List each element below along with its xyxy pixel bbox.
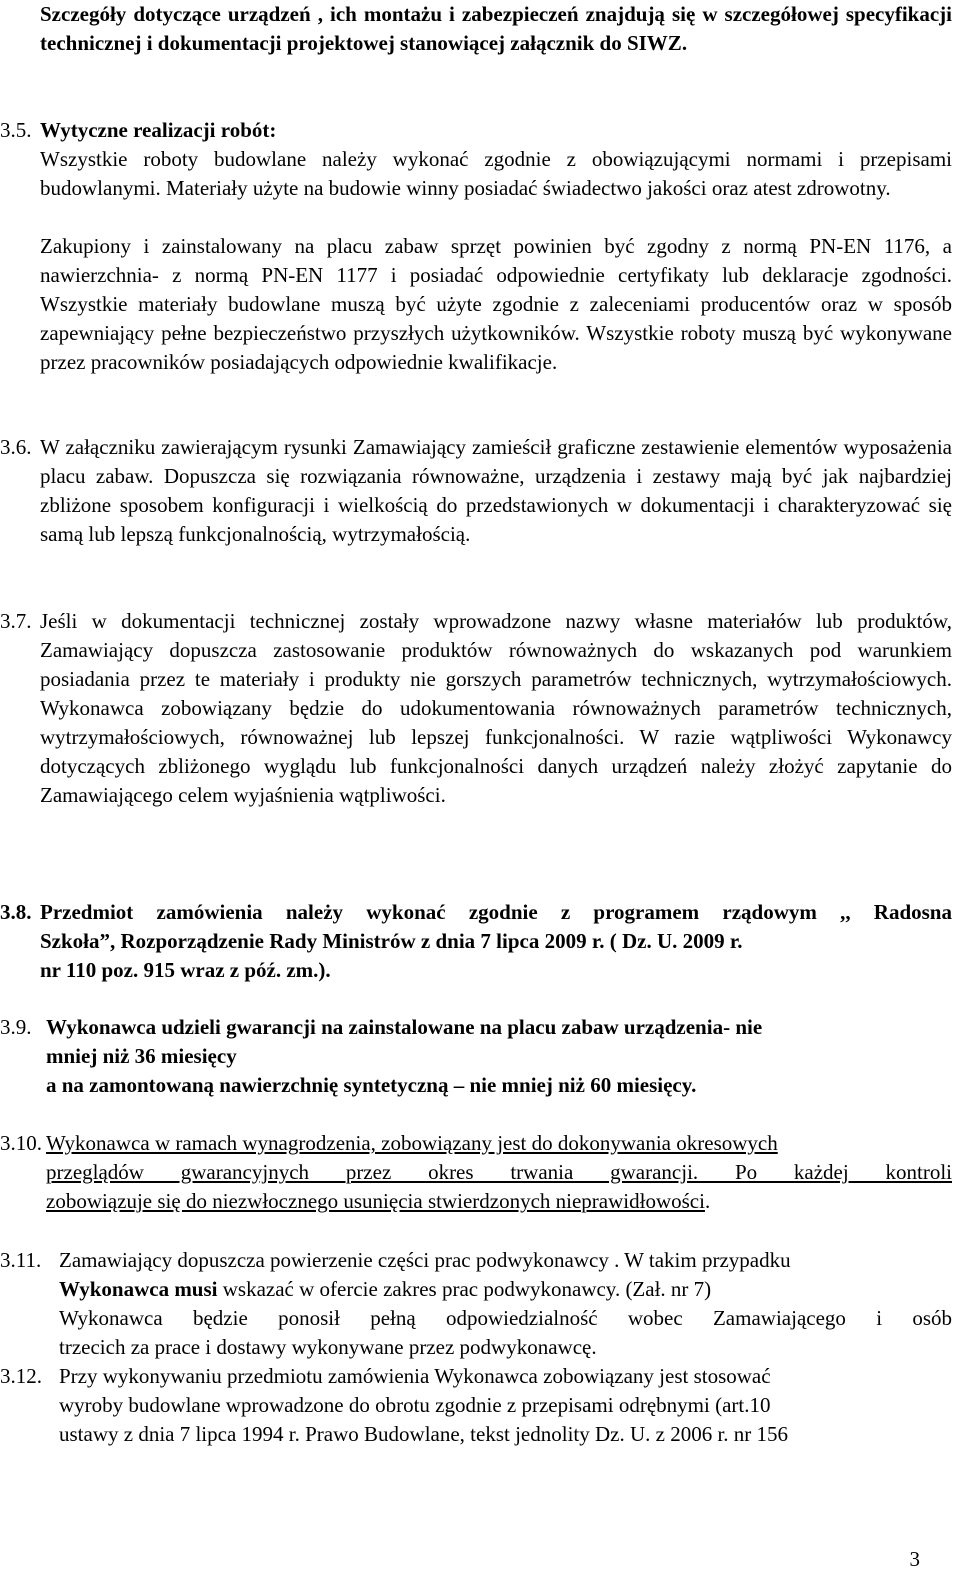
text-line: nr 110 poz. 915 wraz z póź. zm.). (40, 958, 331, 982)
text-line-end: . (704, 1189, 711, 1213)
section-3-12-text (59, 1362, 952, 1449)
text-line: Wykonawca udzieli gwarancji na zainstalowane na placu zabaw urządzenia- nie (46, 1015, 763, 1039)
section-3-8-text (40, 898, 952, 985)
section-number: 3.5. (0, 118, 32, 142)
text-line: zobowiązuje się do niezwłocznego usunięcia stwierdzonych nieprawidłowości (46, 1189, 705, 1213)
page-number: 3 (909, 1547, 920, 1571)
section-number: 3.11. (0, 1248, 42, 1272)
section-3-7-text: Jeśli w dokumentacji technicznej zostały wprowadzone nazwy własne materiałów lub produktów, Zamawiający dopuszcza zastosowanie produktów równoważnych do wskazanych pod warunkiem posiadania przez te materiały i produkty nie gorszych parametrów technicznych, wytrzymałościowych. Wykonawca zobowiązany będzie do udokumentowania równoważnych parametrów technicznych, wytrzymałościowych, równoważnej lub lepszej funkcjonalności. W razie wątpliwości Wykonawcy dotyczących zbliżonego wyglądu lub funkcjonalności danych urządzeń należy złożyć zapytanie do Zamawiającego celem wyjaśnienia wątpliwości. (40, 609, 952, 807)
text-line: Przedmiot zamówienia należy wykonać zgodnie z programem rządowym ,, Radosna (40, 900, 952, 924)
section-3-10-text (46, 1129, 952, 1216)
section-3-5-paragraph-2: Zakupiony i zainstalowany na placu zabaw sprzęt powinien być zgodny z normą PN-EN 1176, a nawierzchnia- z normą PN-EN 1177 i posiadać odpowiednie certyfikaty lub deklaracje zgodności. Wszystkie materiały budowlane muszą być użyte zgodnie z zaleceniami producentów oraz w sposób zapewniający pełne bezpieczeństwo przyszłych użytkowników. Wszystkie roboty muszą być wykonywane przez pracowników posiadających odpowiednie kwalifikacje. (40, 234, 952, 374)
text-line: Wykonawca będzie ponosił pełną odpowiedzialność wobec Zamawiającego i osób (59, 1306, 952, 1330)
text-line-bold: Wykonawca musi (59, 1277, 218, 1301)
section-number: 3.7. (0, 609, 32, 633)
section-3-9-text (46, 1013, 952, 1100)
section-title: Wytyczne realizacji robót: (40, 118, 277, 142)
section-number: 3.6. (0, 435, 32, 459)
text-line: trzecich za prace i dostawy wykonywane przez podwykonawcę. (59, 1335, 597, 1359)
text-line: a na zamontowaną nawierzchnię syntetyczną – nie mniej niż 60 miesięcy. (46, 1073, 697, 1097)
section-number: 3.8. (0, 900, 32, 924)
section-number: 3.10. (0, 1131, 42, 1155)
section-3-5-paragraph-1: Wszystkie roboty budowlane należy wykonać zgodnie z obowiązującymi normami i przepisami budowlanymi. Materiały użyte na budowie winny posiadać świadectwo jakości oraz atest zdrowotny. (40, 147, 952, 200)
text-line: Zamawiający dopuszcza powierzenie części prac podwykonawcy . W takim przypadku (59, 1248, 791, 1272)
text-line: Wykonawca w ramach wynagrodzenia, zobowiązany jest do dokonywania okresowych (46, 1131, 778, 1155)
text-line: Szkoła”, Rozporządzenie Rady Ministrów z dnia 7 lipca 2009 r. ( Dz. U. 2009 r. (40, 929, 743, 953)
section-3-6-text: W załączniku zawierającym rysunki Zamawiający zamieścił graficzne zestawienie elementów wyposażenia placu zabaw. Dopuszcza się rozwiązania równoważne, urządzenia i zestawy mają być jak najbardziej zbliżone sposobem konfiguracji i wielkością do przedstawionych w dokumentacji i charakteryzować się samą lub lepszą funkcjonalnością, wytrzymałością. (40, 435, 952, 546)
text-line: mniej niż 36 miesięcy (46, 1044, 237, 1068)
text-line: Przy wykonywaniu przedmiotu zamówienia Wykonawca zobowiązany jest stosować (59, 1364, 771, 1388)
section-number: 3.12. (0, 1364, 42, 1388)
section-3-11-text (59, 1246, 952, 1362)
text-line: wyroby budowlane wprowadzone do obrotu zgodnie z przepisami odrębnymi (art.10 (59, 1393, 771, 1417)
intro-paragraph: Szczegóły dotyczące urządzeń , ich montażu i zabezpieczeń znajdują się w szczegółowej specyfikacji technicznej i dokumentacji projektowej stanowiącej załącznik do SIWZ. (40, 2, 952, 55)
text-line: przeglądów gwarancyjnych przez okres trwania gwarancji. Po każdej kontroli (46, 1160, 952, 1184)
text-line: ustawy z dnia 7 lipca 1994 r. Prawo Budowlane, tekst jednolity Dz. U. z 2006 r. nr 156 (59, 1422, 789, 1446)
section-number: 3.9. (0, 1015, 32, 1039)
text-line: wskazać w ofercie zakres prac podwykonawcy. (Zał. nr 7) (217, 1277, 712, 1301)
